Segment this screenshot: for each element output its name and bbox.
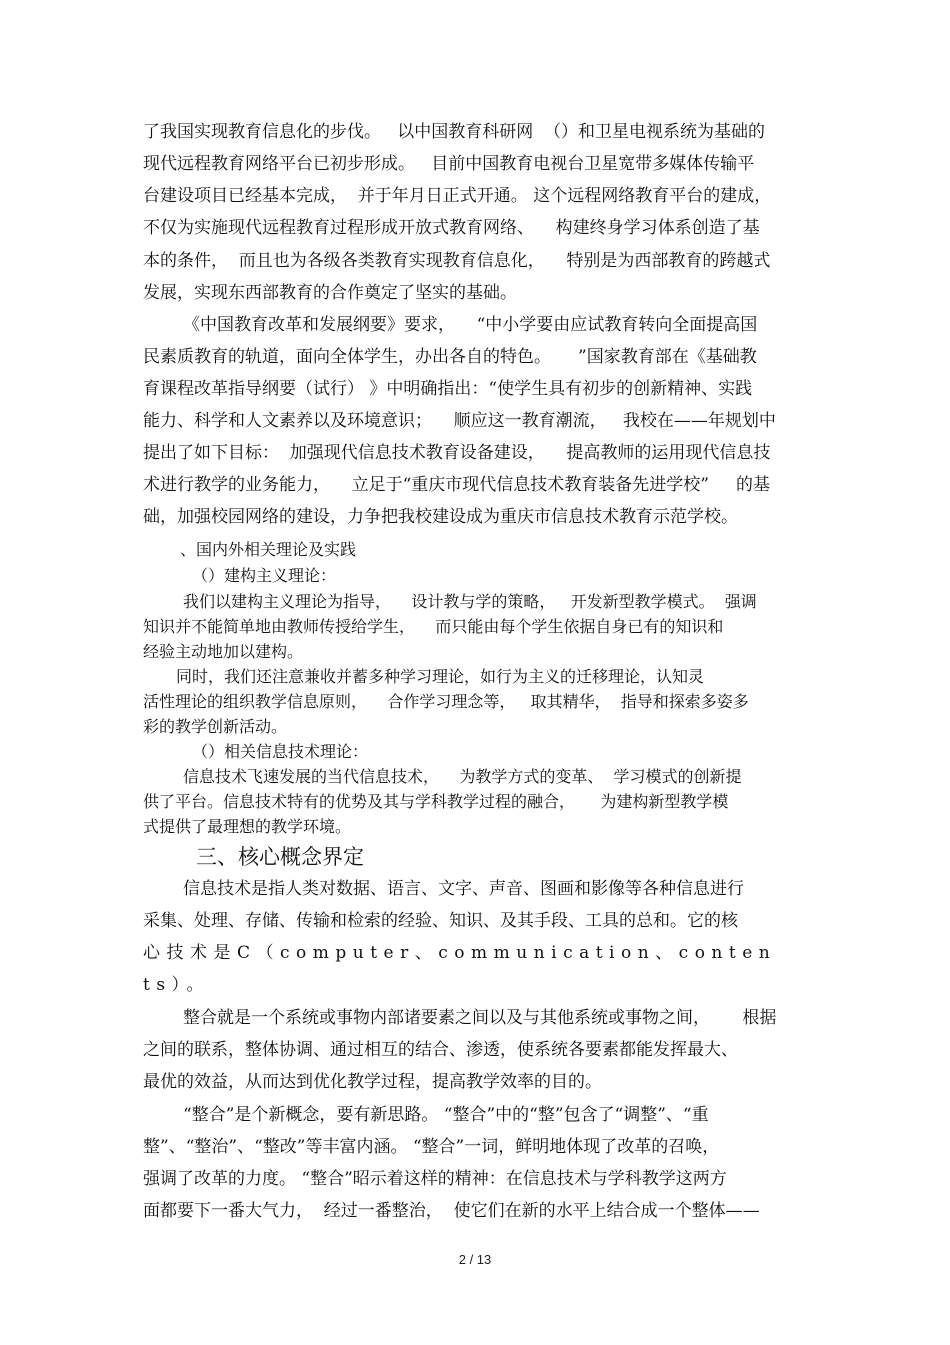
text-line: 能力、科学和人文素养以及环境意识； 顺应这一教育潮流， 我校在——年规划中 [143, 411, 776, 431]
section-subheading: 、国内外相关理论及实践 [180, 540, 357, 559]
text-line: 民素质教育的轨道，面向全体学生，办出各自的特色。 ”国家教育部在《基础教 [143, 347, 757, 367]
text-line: 信息技术飞速发展的当代信息技术， 为教学方式的变革、 学习模式的创新提 [183, 767, 742, 786]
text-line: 现代远程教育网络平台已初步形成。 目前中国教育电视台卫星宽带多媒体传输平 [143, 154, 755, 174]
text-line: 式提供了最理想的教学环境。 [143, 817, 352, 836]
text-line: 发展，实现东西部教育的合作奠定了坚实的基础。 [143, 283, 517, 303]
text-line: 《中国教育改革和发展纲要》要求， “中小学要由应试教育转向全面提高国 [183, 315, 758, 335]
page-number: 2 / 13 [458, 1252, 492, 1267]
text-line: 经验主动地加以建构。 [143, 642, 304, 661]
text-line: 我们以建构主义理论为指导， 设计教与学的策略， 开发新型教学模式。 强调 [183, 592, 757, 611]
text-line: ts）。 [143, 975, 211, 995]
text-line: 之间的联系，整体协调、通过相互的结合、渗透，使系统各要素都能发挥最大、 [143, 1040, 738, 1060]
text-line: 台建设项目已经基本完成， 并于年月日正式开通。 这个远程网络教育平台的建成， [143, 186, 772, 206]
text-line: 整合就是一个系统或事物内部诸要素之间以及与其他系统或事物之间， 根据 [183, 1008, 777, 1028]
section-heading: 三、核心概念界定 [196, 845, 364, 869]
text-line: 彩的教学创新活动。 [143, 717, 288, 736]
theory-subheading: （）建构主义理论： [192, 566, 337, 585]
text-line: 信息技术是指人类对数据、语言、文字、声音、图画和影像等各种信息进行 [183, 879, 744, 899]
text-line: 育课程改革指导纲要（试行） 》中明确指出：“使学生具有初步的创新精神、实践 [143, 379, 753, 399]
text-line: 术进行教学的业务能力， 立足于“重庆市现代信息技术教育装备先进学校” 的基 [143, 475, 771, 495]
text-line: 不仅为实施现代远程教育过程形成开放式教育网络、 构建终身学习体系创造了基 [143, 218, 760, 238]
text-line: 了我国实现教育信息化的步伐。 以中国教育科研网 （）和卫星电视系统为基础的 [143, 122, 766, 142]
text-line: 同时，我们还注意兼收并蓄多种学习理论，如行为主义的迁移理论，认知灵 [176, 667, 705, 686]
text-line: 活性理论的组织教学信息原则， 合作学习理念等， 取其精华， 指导和探索多姿多 [143, 692, 749, 711]
text-line: 最优的效益，从而达到优化教学过程，提高教学效率的目的。 [143, 1072, 602, 1092]
text-line: 采集、处理、存储、传输和检索的经验、知识、及其手段、工具的总和。它的核 [143, 911, 738, 931]
text-line: 本的条件， 而且也为各级各类教育实现教育信息化， 特别是为西部教育的跨越式 [143, 251, 771, 271]
text-line: 面都要下一番大气力， 经过一番整治， 使它们在新的水平上结合成一个整体—— [143, 1201, 760, 1221]
text-line: “整合”是个新概念，要有新思路。 “整合”中的“整”包含了“调整”、“重 [183, 1105, 709, 1125]
theory-subheading: （）相关信息技术理论： [192, 742, 369, 761]
text-line: 知识并不能简单地由教师传授给学生， 而只能由每个学生依据自身已有的知识和 [143, 617, 724, 636]
text-line: 强调了改革的力度。 “整合”昭示着这样的精神：在信息技术与学科教学这两方 [143, 1169, 727, 1189]
text-line: 础，加强校园网络的建设，力争把我校建设成为重庆市信息技术教育示范学校。 [143, 507, 738, 527]
text-line: 供了平台。信息技术特有的优势及其与学科教学过程的融合， 为建构新型教学模 [143, 792, 729, 811]
text-line: 心技术是C（computer、communication、conten [143, 943, 777, 963]
text-line: 提出了如下目标： 加强现代信息技术教育设备建设， 提高教师的运用现代信息技 [143, 443, 771, 463]
text-line: 整”、“整治”、“整改”等丰富内涵。 “整合”一词，鲜明地体现了改革的召唤， [143, 1137, 720, 1157]
